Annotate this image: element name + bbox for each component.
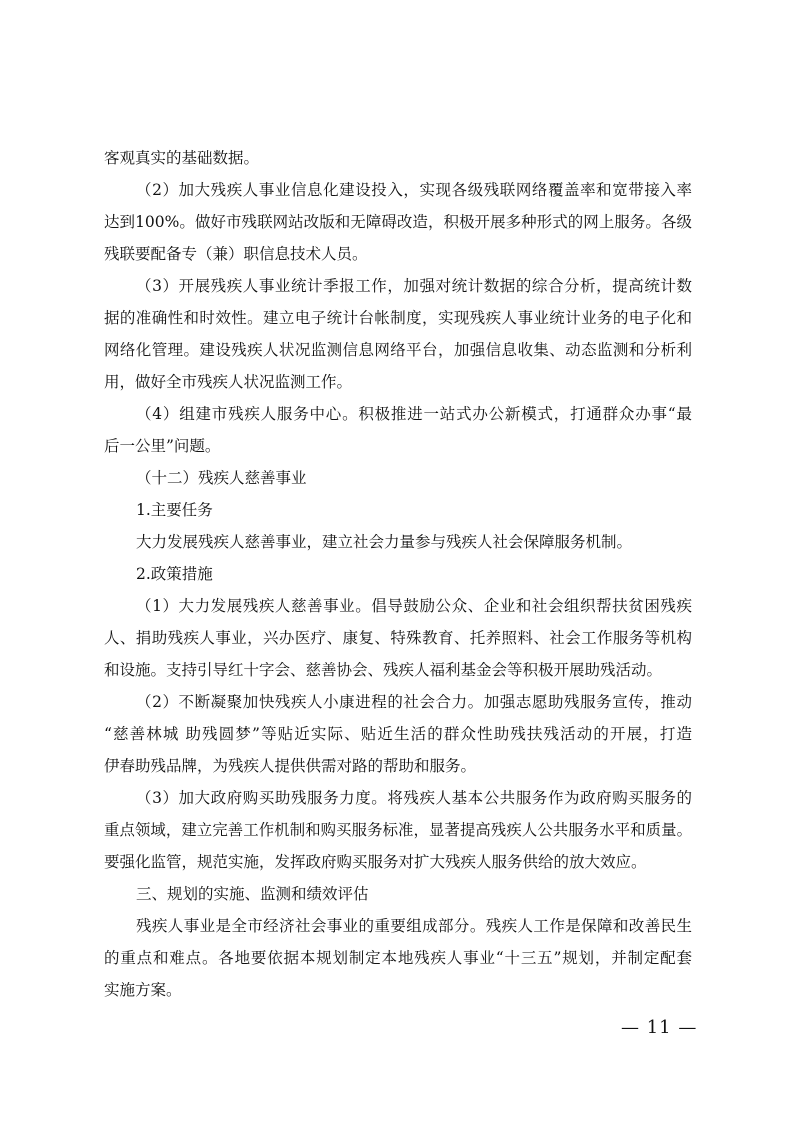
text-line: （十二）残疾人慈善事业 <box>136 469 307 487</box>
text-line: 2.政策措施 <box>136 565 213 583</box>
text-line: （2）不断凝聚加快残疾人小康进程的社会合力。加强志愿助残服务宣传，推动 <box>136 693 692 711</box>
text-line: 1.主要任务 <box>136 501 213 519</box>
text-line: （3）加大政府购买助残服务力度。将残疾人基本公共服务作为政府购买服务的 <box>136 789 692 807</box>
text-line: 人、捐助残疾人事业，兴办医疗、康复、特殊教育、托养照料、社会工作服务等机构 <box>104 629 692 647</box>
text-line: 后一公里”问题。 <box>104 437 221 455</box>
text-line: 残疾人事业是全市经济社会事业的重要组成部分。残疾人工作是保障和改善民生 <box>136 917 692 935</box>
text-line: 伊春助残品牌，为残疾人提供供需对路的帮助和服务。 <box>104 757 477 775</box>
document-body <box>104 142 692 1006</box>
text-line: 残联要配备专（兼）职信息技术人员。 <box>104 245 368 263</box>
text-line: 用，做好全市残疾人状况监测工作。 <box>104 373 353 391</box>
text-line: 网络化管理。建设残疾人状况监测信息网络平台，加强信息收集、动态监测和分析利 <box>104 341 692 359</box>
text-line: 客观真实的基础数据。 <box>104 149 260 167</box>
text-line: “慈善林城 助残圆梦”等贴近实际、贴近生活的群众性助残扶残活动的开展，打造 <box>104 725 692 743</box>
text-line: 和设施。支持引导红十字会、慈善协会、残疾人福利基金会等积极开展助残活动。 <box>104 661 663 679</box>
text-line: 重点领域，建立完善工作机制和购买服务标准，显著提高残疾人公共服务水平和质量。 <box>104 821 692 839</box>
text-line: 达到100%。做好市残联网站改版和无障碍改造，积极开展多种形式的网上服务。各级 <box>104 213 692 231</box>
text-line: （1）大力发展残疾人慈善事业。倡导鼓励公众、企业和社会组织帮扶贫困残疾 <box>136 597 692 615</box>
text-line: （4）组建市残疾人服务中心。积极推进一站式办公新模式，打通群众办事“最 <box>136 405 692 423</box>
page-number: — 11 — <box>621 1017 698 1038</box>
text-line: （2）加大残疾人事业信息化建设投入，实现各级残联网络覆盖率和宽带接入率 <box>136 181 692 199</box>
text-line: 三、规划的实施、监测和绩效评估 <box>136 885 369 903</box>
text-line: 大力发展残疾人慈善事业，建立社会力量参与残疾人社会保障服务机制。 <box>136 533 633 551</box>
text-line: 实施方案。 <box>104 981 182 999</box>
text-line: 的重点和难点。各地要依据本规划制定本地残疾人事业“十三五”规划，并制定配套 <box>104 949 692 967</box>
text-line: 要强化监管，规范实施，发挥政府购买服务对扩大残疾人服务供给的放大效应。 <box>104 853 647 871</box>
text-line: （3）开展残疾人事业统计季报工作，加强对统计数据的综合分析，提高统计数 <box>136 277 692 295</box>
text-line: 据的准确性和时效性。建立电子统计台帐制度，实现残疾人事业统计业务的电子化和 <box>104 309 692 327</box>
